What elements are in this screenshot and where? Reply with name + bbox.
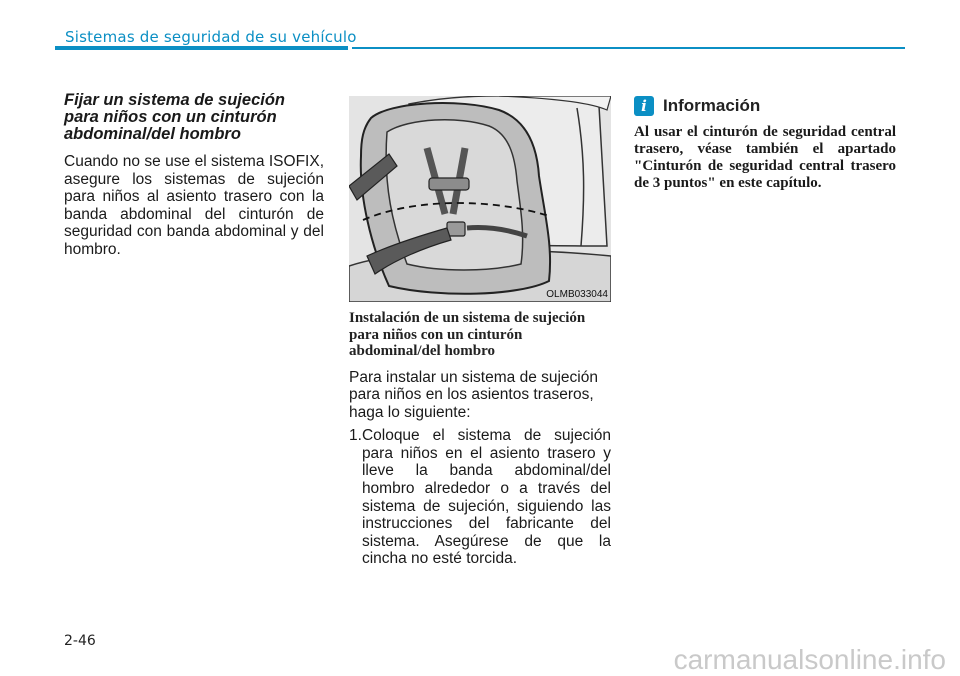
page-number: 2-46 [64,633,96,649]
step-text: Coloque el sistema de sujeción para niños en el asiento trasero y lleve la banda abdominal/del hombro alrededor o a través del sistema de sujeción, siguiendo las instrucciones del fabricante del sistema. Asegúrese de que la cincha no esté torcida. [361,427,611,568]
child-seat-illustration [349,96,611,302]
info-text: Al usar el cinturón de seguridad central trasero, véase también el apartado "Cinturón de seguridad central trasero de 3 puntos" en este capítulo. [634,124,896,191]
header-rule-thin [352,47,905,49]
left-heading: Fijar un sistema de sujeción para niños con un cinturón abdominal/del hombro [64,91,285,143]
info-title: Información [663,96,761,115]
left-column [64,92,324,259]
info-header [634,96,760,116]
middle-heading: Instalación de un sistema de sujeción para niños con un cinturón abdominal/del hombro [349,310,586,359]
middle-intro: Para instalar un sistema de sujeción para niños en los asientos traseros, haga lo siguiente: [349,368,598,421]
header-rule-thick [55,46,348,50]
step-number: 1. [349,427,362,445]
info-icon: i [634,96,654,116]
step-item [349,427,611,568]
section-title: Sistemas de seguridad de su vehículo [65,28,357,46]
child-seat-drawing [349,96,611,302]
watermark: carmanualsonline.info [673,644,946,675]
left-body: Cuando no se use el sistema ISOFIX, asegure los sistemas de sujeción para niños al asiento trasero con la banda abdominal del cinturón de seguridad con banda abdominal y del hombro. [64,153,324,258]
figure-code: OLMB033044 [546,289,608,300]
middle-column [349,310,611,568]
